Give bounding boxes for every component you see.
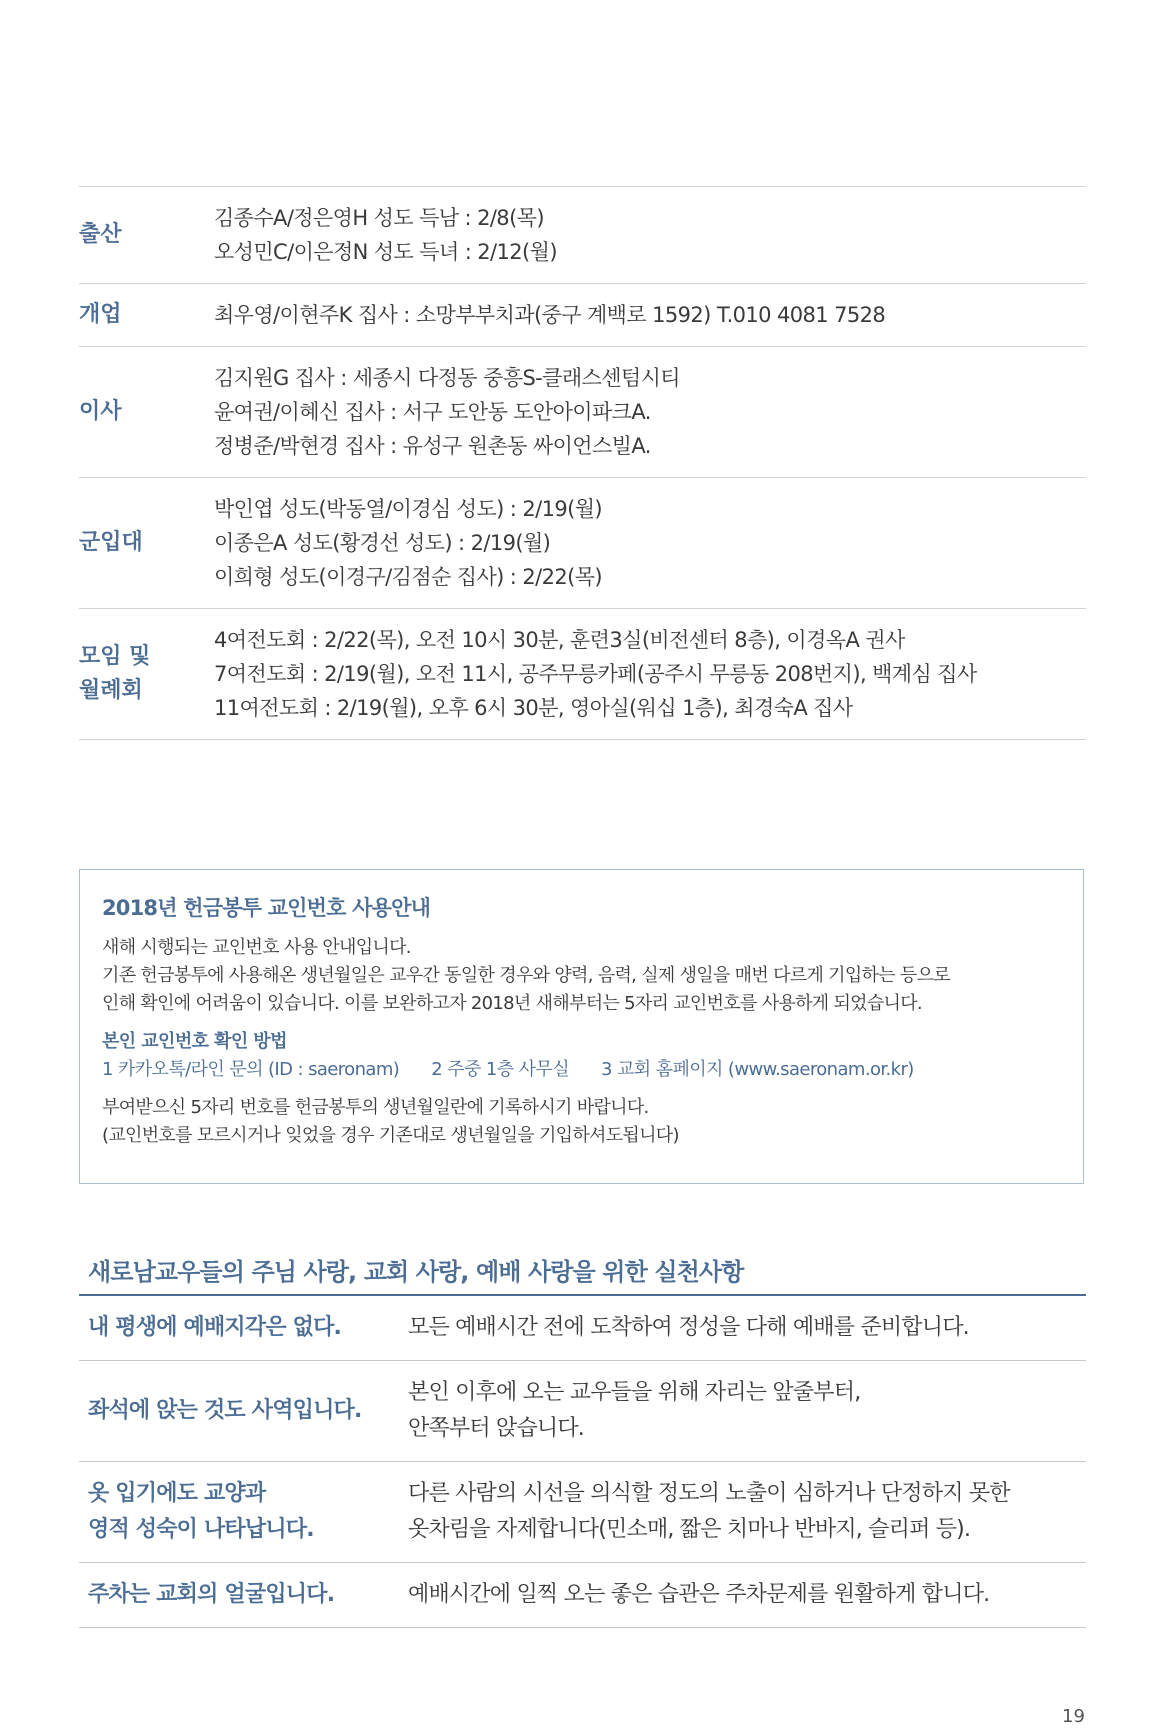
- news-row-military: [79, 478, 1086, 609]
- news-line: 이희형 성도(이경구/김점순 집사) : 2/22(목): [214, 565, 602, 589]
- practice-rule: 내 평생에 예배지각은 없다.: [79, 1295, 408, 1361]
- news-line: 이종은A 성도(황경선 성도) : 2/19(월): [214, 531, 551, 555]
- practice-desc: 본인 이후에 오는 교우들을 위해 자리는 앞줄부터, 안쪽부터 앉습니다.: [408, 1361, 1086, 1462]
- news-body: [214, 609, 1086, 740]
- notice-body-line: 기존 헌금봉투에 사용해온 생년월일은 교우간 동일한 경우와 양력, 음력, 실제 생일을 매번 다르게 기입하는 등으로: [102, 965, 950, 986]
- news-label: 군입대: [79, 478, 214, 609]
- news-body: [214, 187, 1086, 284]
- practice-table: [79, 1294, 1086, 1628]
- news-row-opening: [79, 284, 1086, 347]
- notice-body-line: 새해 시행되는 교인번호 사용 안내입니다.: [102, 937, 411, 958]
- method-list: [102, 1056, 1061, 1084]
- news-label: 모임 및 월례회: [79, 609, 214, 740]
- practice-title: 새로남교우들의 주님 사랑, 교회 사랑, 예배 사랑을 위한 실천사항: [88, 1258, 744, 1286]
- method-item: 2 주중 1층 사무실: [431, 1059, 569, 1080]
- practice-desc: 예배시간에 일찍 오는 좋은 습관은 주차문제를 원활하게 합니다.: [408, 1563, 1086, 1628]
- method-title: 본인 교인번호 확인 방법: [102, 1031, 287, 1052]
- news-line: 윤여권/이혜신 집사 : 서구 도안동 도안아이파크A.: [214, 400, 651, 424]
- offering-number-notice: [79, 869, 1084, 1184]
- news-body: [214, 284, 1086, 347]
- practice-rule: 주차는 교회의 얼굴입니다.: [79, 1563, 408, 1628]
- news-line: 11여전도회 : 2/19(월), 오후 6시 30분, 영아실(워십 1층), 최경숙A 집사: [214, 696, 853, 720]
- news-row-meetings: [79, 609, 1086, 740]
- news-row-birth: [79, 187, 1086, 284]
- news-body: [214, 347, 1086, 478]
- news-body: [214, 478, 1086, 609]
- page-number: 19: [1062, 1706, 1085, 1727]
- notice-title: 2018년 헌금봉투 교인번호 사용안내: [102, 896, 431, 920]
- news-label: 이사: [79, 347, 214, 478]
- practice-rule: 옷 입기에도 교양과 영적 성숙이 나타납니다.: [79, 1462, 408, 1563]
- practice-row: [79, 1462, 1086, 1563]
- news-row-moving: [79, 347, 1086, 478]
- news-line: 박인엽 성도(박동열/이경심 성도) : 2/19(월): [214, 497, 602, 521]
- news-line: 7여전도회 : 2/19(월), 오전 11시, 공주무릉카페(공주시 무릉동 208번지), 백계심 집사: [214, 662, 977, 686]
- practice-desc: 모든 예배시간 전에 도착하여 정성을 다해 예배를 준비합니다.: [408, 1295, 1086, 1361]
- practice-row: [79, 1361, 1086, 1462]
- news-line: 최우영/이현주K 집사 : 소망부부치과(중구 계백로 1592) T.010 4081 7528: [214, 303, 886, 327]
- method-item: 1 카카오톡/라인 문의 (ID : saeronam): [102, 1059, 400, 1080]
- practice-rule: 좌석에 앉는 것도 사역입니다.: [79, 1361, 408, 1462]
- news-line: 오성민C/이은정N 성도 득녀 : 2/12(월): [214, 240, 557, 264]
- church-news-table: [79, 186, 1086, 740]
- notice-footer-line: 부여받으신 5자리 번호를 헌금봉투의 생년월일란에 기록하시기 바랍니다.: [102, 1097, 649, 1118]
- news-line: 김종수A/정은영H 성도 득남 : 2/8(목): [214, 206, 544, 230]
- news-label: 출산: [79, 187, 214, 284]
- practice-desc: 다른 사람의 시선을 의식할 정도의 노출이 심하거나 단정하지 못한 옷차림을 자제합니다(민소매, 짧은 치마나 반바지, 슬리퍼 등).: [408, 1462, 1086, 1563]
- practice-row: [79, 1563, 1086, 1628]
- method-item: 3 교회 홈페이지 (www.saeronam.or.kr): [600, 1059, 914, 1080]
- notice-footer-line: (교인번호를 모르시거나 잊었을 경우 기존대로 생년월일을 기입하셔도됩니다): [102, 1125, 679, 1146]
- news-label: 개업: [79, 284, 214, 347]
- notice-body-line: 인해 확인에 어려움이 있습니다. 이를 보완하고자 2018년 새해부터는 5자리 교인번호를 사용하게 되었습니다.: [102, 993, 922, 1014]
- news-line: 김지원G 집사 : 세종시 다정동 중흥S-클래스센텀시티: [214, 366, 680, 390]
- news-line: 정병준/박현경 집사 : 유성구 원촌동 싸이언스빌A.: [214, 434, 651, 458]
- news-line: 4여전도회 : 2/22(목), 오전 10시 30분, 훈련3실(비전센터 8층), 이경옥A 권사: [214, 628, 905, 652]
- practice-row: [79, 1295, 1086, 1361]
